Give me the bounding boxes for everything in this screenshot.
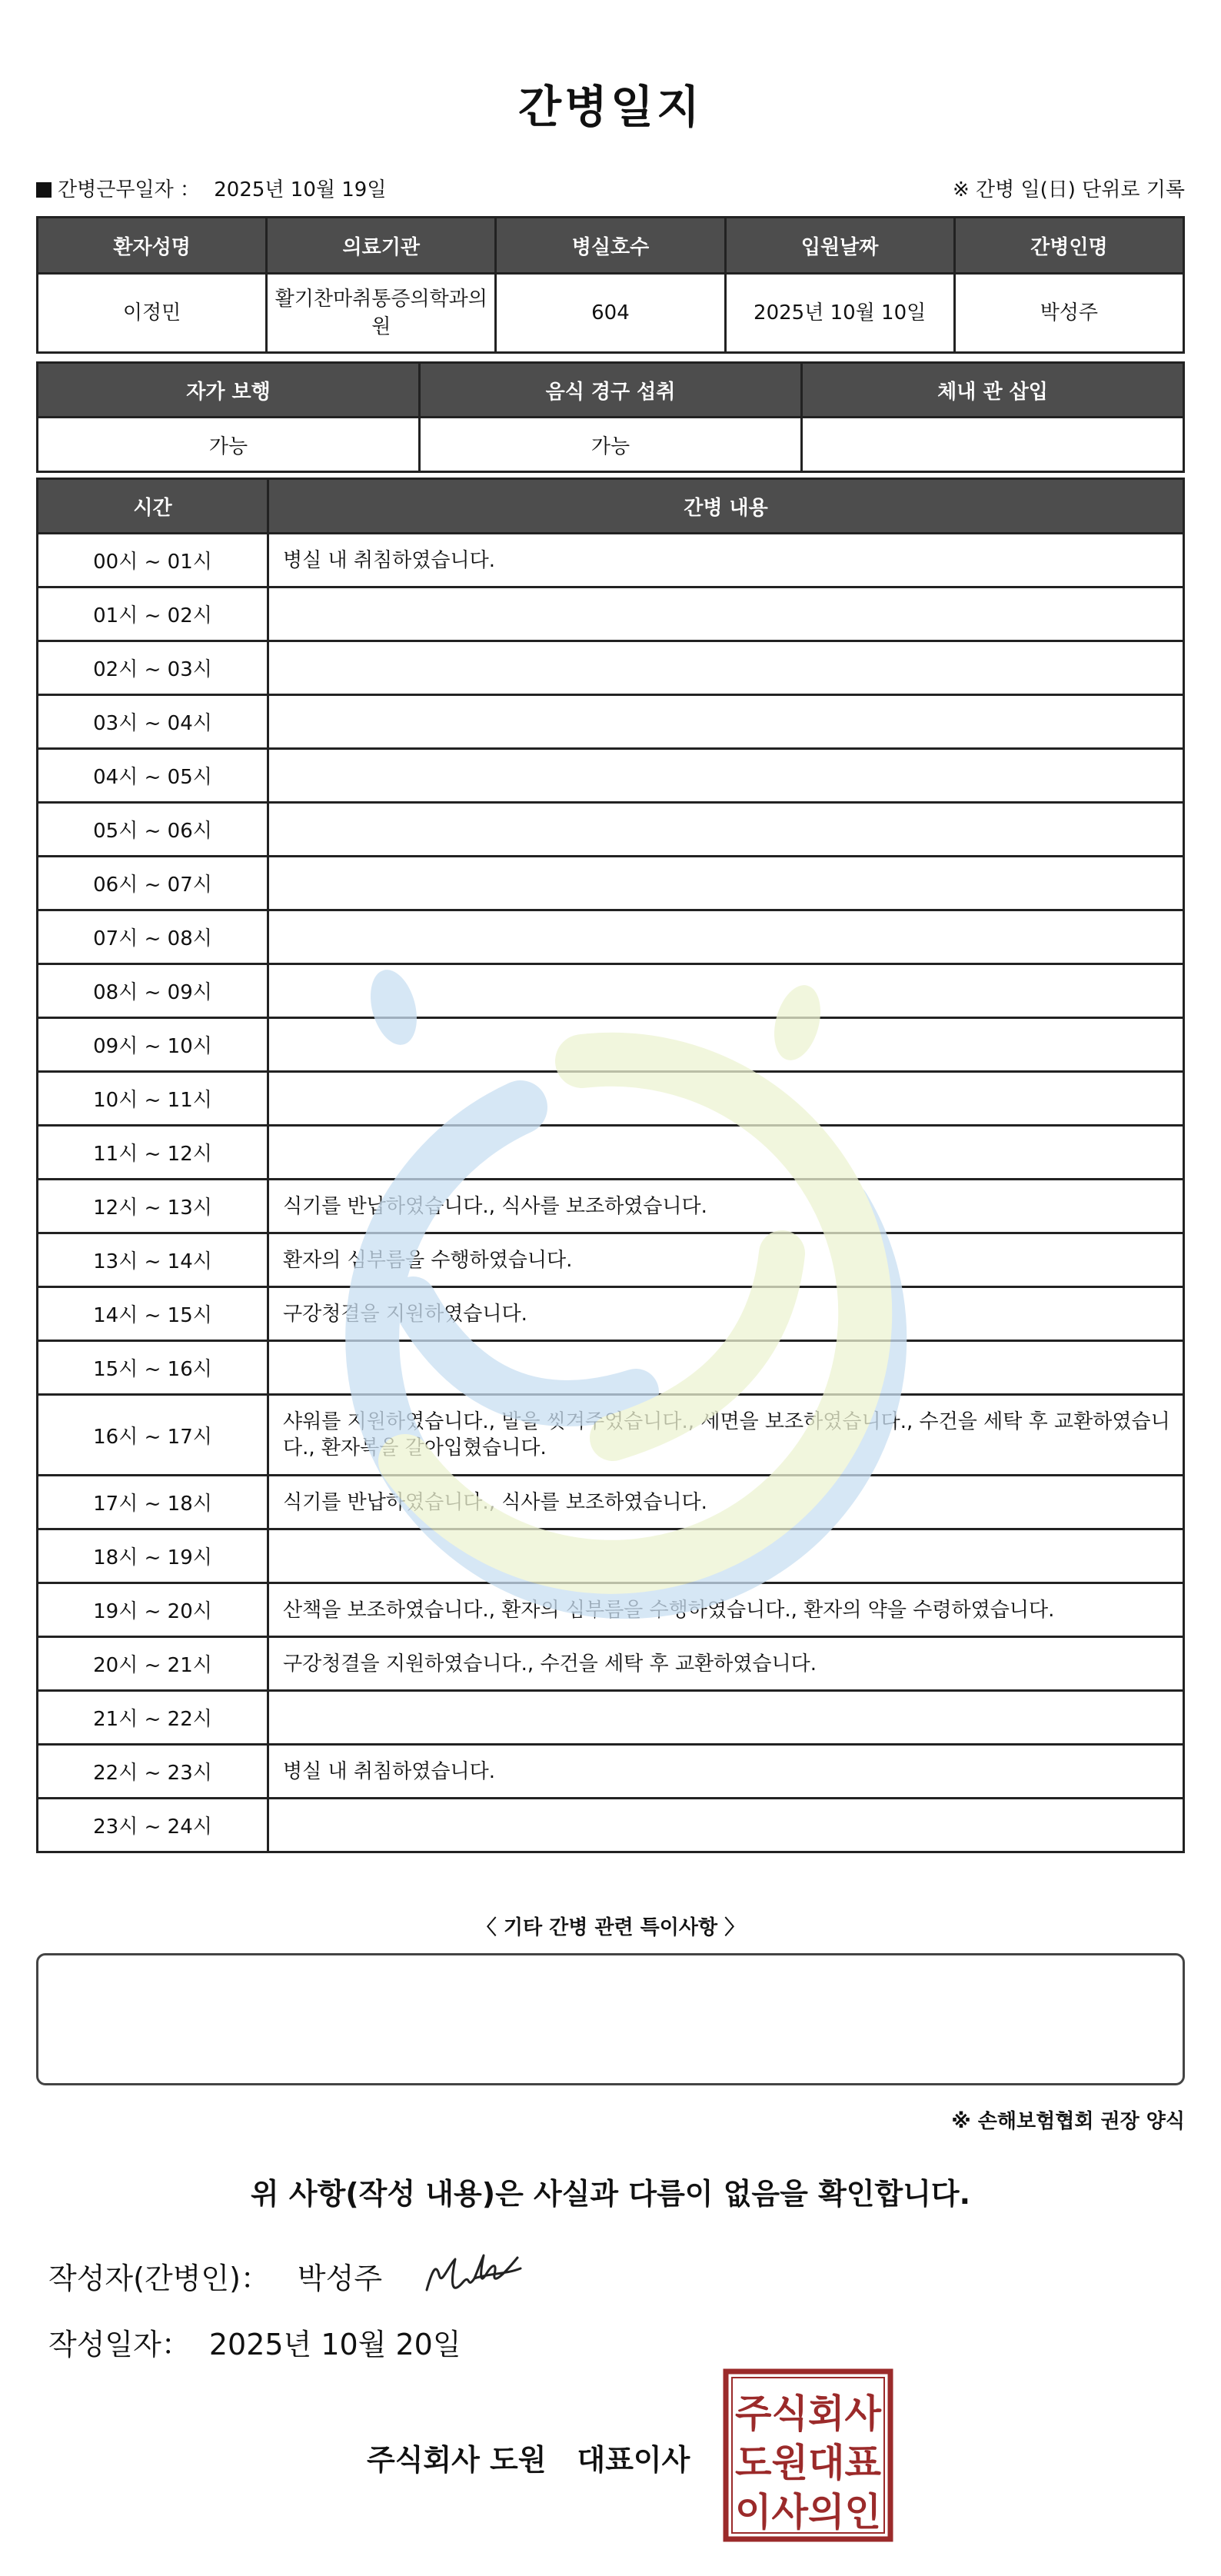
care-content-cell — [268, 964, 1184, 1018]
time-cell: 09시 ~ 10시 — [38, 1018, 268, 1072]
confirmation-statement: 위 사항(작성 내용)은 사실과 다름이 없음을 확인합니다. — [250, 2177, 971, 2211]
care-content-cell — [268, 587, 1184, 641]
table-row — [38, 803, 1184, 857]
admission-date: 2025년 10월 10일 — [725, 274, 954, 353]
company-line — [367, 2436, 690, 2478]
special-notes-box — [36, 1953, 1185, 2085]
time-cell: 18시 ~ 19시 — [38, 1529, 268, 1583]
time-cell: 16시 ~ 17시 — [38, 1395, 268, 1476]
writer-label: 작성자(간병인)： — [48, 2261, 270, 2295]
time-cell: 22시 ~ 23시 — [38, 1745, 268, 1799]
table-row — [38, 910, 1184, 964]
header-admission-date: 입원날짜 — [725, 218, 954, 274]
time-cell: 17시 ~ 18시 — [38, 1476, 268, 1529]
time-cell: 21시 ~ 22시 — [38, 1691, 268, 1745]
time-cell: 08시 ~ 09시 — [38, 964, 268, 1018]
caregiver-name: 박성주 — [954, 274, 1183, 353]
table-row — [38, 1395, 1184, 1476]
care-content-cell — [268, 1072, 1184, 1126]
time-cell: 07시 ~ 08시 — [38, 910, 268, 964]
care-content-cell: 식기를 반납하였습니다., 식사를 보조하였습니다. — [268, 1476, 1184, 1529]
table-row — [38, 641, 1184, 695]
header-care-content: 간병 내용 — [268, 479, 1184, 534]
hourly-care-table — [36, 478, 1185, 1853]
time-cell: 19시 ~ 20시 — [38, 1583, 268, 1637]
care-content-cell: 병실 내 취침하였습니다. — [268, 1745, 1184, 1799]
care-content-cell — [268, 1529, 1184, 1583]
header-caregiver-name: 간병인명 — [954, 218, 1183, 274]
care-content-cell: 병실 내 취침하였습니다. — [268, 534, 1184, 587]
table-row — [38, 1180, 1184, 1233]
table-row — [38, 695, 1184, 749]
time-cell: 15시 ~ 16시 — [38, 1341, 268, 1395]
square-bullet-icon — [36, 182, 52, 198]
care-header-row — [38, 479, 1184, 534]
table-row — [38, 1476, 1184, 1529]
care-content-cell — [268, 1691, 1184, 1745]
time-cell: 14시 ~ 15시 — [38, 1287, 268, 1341]
patient-info-header-row — [38, 218, 1184, 274]
self-walking-value: 가능 — [38, 418, 420, 472]
table-row — [38, 1287, 1184, 1341]
time-cell: 00시 ~ 01시 — [38, 534, 268, 587]
table-row — [38, 749, 1184, 803]
recommendation-note: ※ 손해보험협회 권장 양식 — [951, 2110, 1185, 2133]
care-content-cell — [268, 1018, 1184, 1072]
table-row — [38, 534, 1184, 587]
table-row — [38, 1126, 1184, 1180]
header-room-number: 병실호수 — [496, 218, 725, 274]
work-date-value: 2025년 10월 19일 — [214, 178, 387, 201]
time-cell: 11시 ~ 12시 — [38, 1126, 268, 1180]
hospital-name: 활기찬마취통증의학과의원 — [267, 274, 496, 353]
tube-insertion-value — [802, 418, 1184, 472]
table-row — [38, 1529, 1184, 1583]
time-cell: 02시 ~ 03시 — [38, 641, 268, 695]
care-content-cell — [268, 641, 1184, 695]
svg-text:이사의인: 이사의인 — [735, 2490, 881, 2534]
care-content-cell — [268, 857, 1184, 910]
care-content-cell: 구강청결을 지원하였습니다., 수건을 세탁 후 교환하였습니다. — [268, 1637, 1184, 1691]
special-notes-title: 〈 기타 간병 관련 특이사항 〉 — [476, 1916, 745, 1939]
page-title: 간병일지 — [517, 81, 704, 133]
svg-text:주식회사: 주식회사 — [735, 2391, 882, 2436]
care-content-cell — [268, 1341, 1184, 1395]
care-content-cell — [268, 749, 1184, 803]
table-row — [38, 1341, 1184, 1395]
time-cell: 12시 ~ 13시 — [38, 1180, 268, 1233]
time-cell: 13시 ~ 14시 — [38, 1233, 268, 1287]
patient-info-table — [36, 216, 1185, 354]
table-row — [38, 1233, 1184, 1287]
care-content-cell: 구강청결을 지원하였습니다. — [268, 1287, 1184, 1341]
room-number: 604 — [496, 274, 725, 353]
handwritten-signature-icon — [421, 2244, 528, 2305]
writer-name: 박성주 — [297, 2261, 383, 2295]
time-cell: 23시 ~ 24시 — [38, 1799, 268, 1852]
company-name: 주식회사 도원 — [367, 2443, 547, 2477]
table-row — [38, 964, 1184, 1018]
care-content-cell — [268, 910, 1184, 964]
table-row — [38, 1799, 1184, 1852]
header-time: 시간 — [38, 479, 268, 534]
header-patient-name: 환자성명 — [38, 218, 267, 274]
care-content-cell: 식기를 반납하였습니다., 식사를 보조하였습니다. — [268, 1180, 1184, 1233]
time-cell: 01시 ~ 02시 — [38, 587, 268, 641]
care-content-cell: 산책을 보조하였습니다., 환자의 심부름을 수행하였습니다., 환자의 약을 수령하였습니다. — [268, 1583, 1184, 1637]
table-row — [38, 857, 1184, 910]
header-tube-insertion: 체내 관 삽입 — [802, 363, 1184, 418]
written-date-value: 2025년 10월 20일 — [208, 2328, 461, 2361]
table-row — [38, 1691, 1184, 1745]
record-unit-note: ※ 간병 일(日) 단위로 기록 — [952, 178, 1185, 201]
header-hospital: 의료기관 — [267, 218, 496, 274]
company-seal-icon — [723, 2368, 893, 2542]
status-value-row — [38, 418, 1184, 472]
care-content-cell — [268, 803, 1184, 857]
company-title: 대표이사 — [577, 2443, 690, 2477]
header-self-walking: 자가 보행 — [38, 363, 420, 418]
written-date-label: 작성일자： — [48, 2328, 191, 2361]
care-content-cell — [268, 695, 1184, 749]
time-cell: 04시 ~ 05시 — [38, 749, 268, 803]
status-header-row — [38, 363, 1184, 418]
care-content-cell — [268, 1799, 1184, 1852]
care-content-cell: 샤워를 지원하였습니다., 발을 씻겨주었습니다., 세면을 보조하였습니다., 수건을 세탁 후 교환하였습니다., 환자복을 갈아입혔습니다. — [268, 1395, 1184, 1476]
time-cell: 20시 ~ 21시 — [38, 1637, 268, 1691]
oral-intake-value: 가능 — [420, 418, 802, 472]
time-cell: 06시 ~ 07시 — [38, 857, 268, 910]
writer-line — [48, 2255, 382, 2297]
svg-text:도원대표: 도원대표 — [735, 2441, 882, 2485]
table-row — [38, 1018, 1184, 1072]
table-row — [38, 1072, 1184, 1126]
care-content-cell — [268, 1126, 1184, 1180]
work-date — [36, 174, 386, 202]
table-row — [38, 587, 1184, 641]
patient-name: 이정민 — [38, 274, 267, 353]
header-oral-intake: 음식 경구 섭취 — [420, 363, 802, 418]
written-date-line — [48, 2321, 461, 2363]
patient-info-value-row — [38, 274, 1184, 353]
table-row — [38, 1637, 1184, 1691]
meta-row — [36, 174, 1185, 205]
time-cell: 10시 ~ 11시 — [38, 1072, 268, 1126]
time-cell: 05시 ~ 06시 — [38, 803, 268, 857]
table-row — [38, 1583, 1184, 1637]
patient-status-table — [36, 361, 1185, 473]
table-row — [38, 1745, 1184, 1799]
care-content-cell: 환자의 심부름을 수행하였습니다. — [268, 1233, 1184, 1287]
work-date-label: 간병근무일자 ： — [58, 178, 200, 201]
time-cell: 03시 ~ 04시 — [38, 695, 268, 749]
